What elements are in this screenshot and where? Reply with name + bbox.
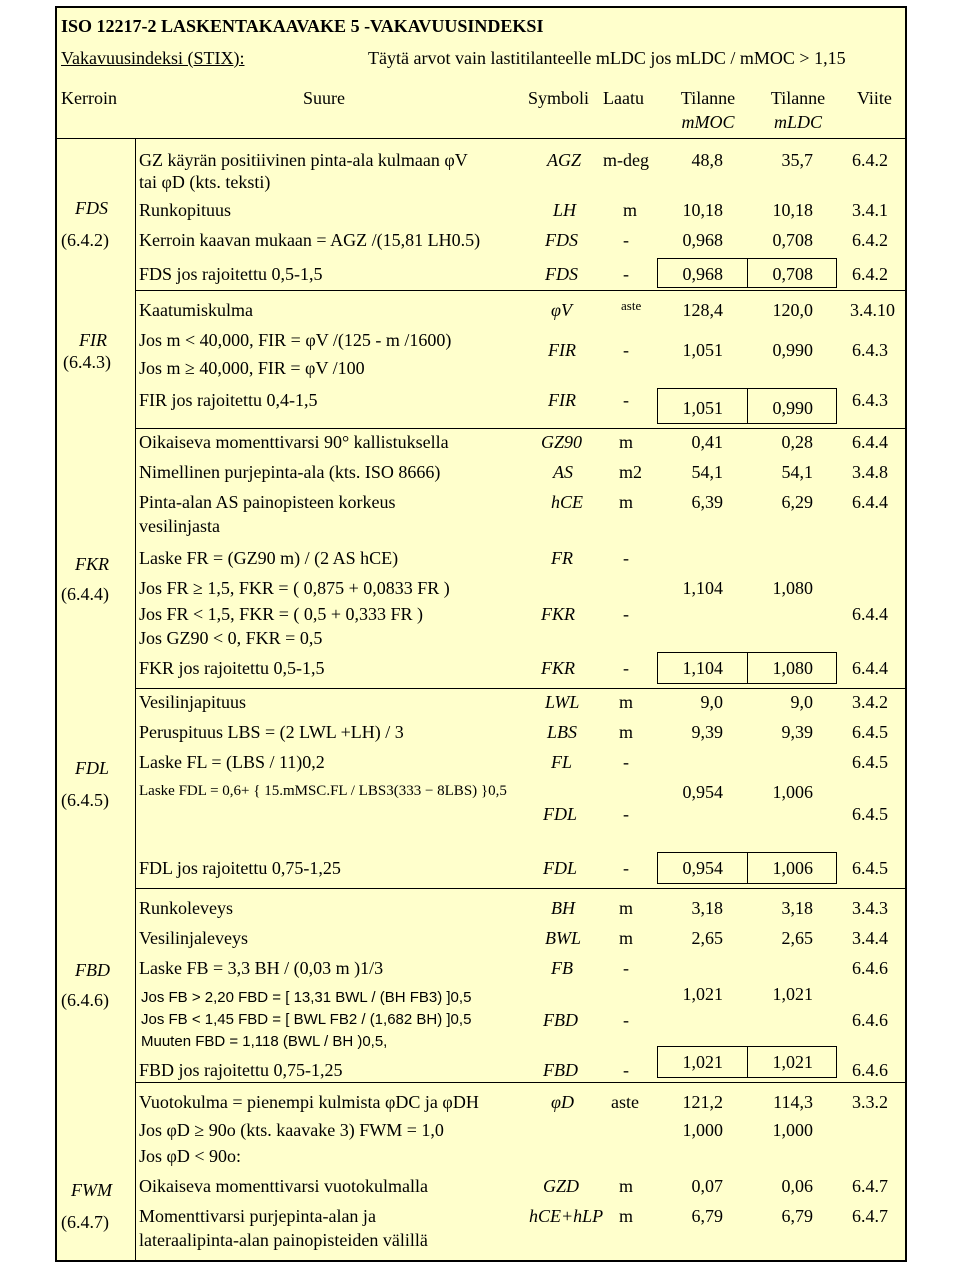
phid-value-ldc[interactable]: 114,3	[773, 1092, 813, 1112]
phiv-symbol: φV	[551, 300, 572, 320]
fdlr-unit: -	[623, 858, 629, 878]
lh-desc: Runkopituus	[139, 200, 232, 220]
fdsr-symbol: FDS	[545, 264, 578, 284]
fr-unit: -	[623, 548, 629, 568]
fwm-desc: Jos φD ≥ 90o (kts. kaavake 3) FWM = 1,0	[139, 1120, 444, 1140]
lh-value-ldc[interactable]: 10,18	[772, 200, 813, 220]
phiv-unit: aste	[621, 298, 642, 313]
as-ref: 3.4.8	[852, 462, 888, 482]
fbd-unit: -	[623, 1010, 629, 1030]
rule-fdl-bottom	[135, 888, 905, 889]
lh-symbol: LH	[553, 200, 577, 220]
fir-symbol: FIR	[548, 340, 576, 360]
fb-desc: Laske FB = 3,3 BH / (0,03 m )1/3	[139, 958, 384, 978]
fr-desc: Laske FR = (GZ90 m) / (2 AS hCE)	[139, 548, 399, 568]
fkr-unit: -	[623, 604, 629, 624]
firr-desc: FIR jos rajoitettu 0,4-1,5	[139, 390, 318, 410]
gzd-ref: 6.4.7	[852, 1176, 888, 1196]
hce-ref: 6.4.4	[852, 492, 888, 512]
rule-header-bottom	[57, 138, 905, 139]
phiv-desc: Kaatumiskulma	[139, 300, 253, 320]
firr-unit: -	[623, 390, 629, 410]
fdlr-value-moc: 0,954	[682, 858, 723, 878]
fl-ref: 6.4.5	[852, 752, 888, 772]
fb-symbol: FB	[551, 958, 573, 978]
fbd-value-moc: 1,021	[682, 984, 723, 1004]
lbs-desc: Peruspituus LBS = (2 LWL +LH) / 3	[139, 722, 404, 742]
fdl-value-ldc: 1,006	[772, 782, 813, 802]
fkr-desc: Jos FR ≥ 1,5, FKR = ( 0,875 + 0,0833 FR )	[139, 578, 450, 598]
fkrr-value-moc: 1,104	[682, 658, 723, 678]
fdl-symbol: FDL	[543, 804, 578, 824]
divider-kerroin	[135, 138, 136, 1260]
lbs-value-moc: 9,39	[691, 722, 723, 742]
fbd-symbol: FBD	[543, 1010, 578, 1030]
as-desc: Nimellinen purjepinta-ala (kts. ISO 8666)	[139, 462, 441, 482]
fkrr-ref: 6.4.4	[852, 658, 888, 678]
lbs-value-ldc: 9,39	[781, 722, 813, 742]
fbdr-ref: 6.4.6	[852, 1060, 888, 1080]
hce-unit: m	[619, 492, 634, 512]
fdlr-desc: FDL jos rajoitettu 0,75-1,25	[139, 858, 341, 878]
fbd-desc: Jos FB > 2,20 FBD = [ 13,31 BWL / (BH FB3) ]0,5	[141, 989, 472, 1006]
header-suure: Suure	[303, 88, 345, 108]
fbdr-unit: -	[623, 1060, 629, 1080]
phid-value-moc[interactable]: 121,2	[682, 1092, 723, 1112]
lwl-value-ldc[interactable]: 9,0	[790, 692, 813, 712]
fds-value-moc: 0,968	[682, 230, 723, 250]
bh-symbol: BH	[551, 898, 575, 918]
header-tilanne-ldc: Tilanne	[770, 88, 826, 108]
section-ref-fir: (6.4.3)	[63, 352, 111, 372]
lh-ref: 3.4.1	[852, 200, 888, 220]
lwl-value-moc[interactable]: 9,0	[700, 692, 723, 712]
fbdr-desc: FBD jos rajoitettu 0,75-1,25	[139, 1060, 343, 1080]
fdsr-ref: 6.4.2	[852, 264, 888, 284]
fds-ref: 6.4.2	[852, 230, 888, 250]
fbdr-value-ldc: 1,021	[772, 1052, 813, 1072]
fds-value-ldc: 0,708	[772, 230, 813, 250]
fds-symbol: FDS	[545, 230, 578, 250]
bwl-ref: 3.4.4	[852, 928, 888, 948]
lh-unit: m	[623, 200, 638, 220]
rule-fkr-bottom	[135, 688, 905, 689]
header-viite: Viite	[857, 88, 892, 108]
phid-symbol: φD	[551, 1092, 574, 1112]
fdsr-unit: -	[623, 264, 629, 284]
agz-ref: 6.4.2	[852, 150, 888, 170]
fkr-desc-3: Jos GZ90 < 0, FKR = 0,5	[139, 628, 323, 648]
header-kerroin: Kerroin	[61, 88, 117, 108]
fdlr-result-divider	[747, 852, 748, 884]
hcelp-value-ldc[interactable]: 6,79	[781, 1206, 813, 1226]
section-ref-fdl: (6.4.5)	[61, 790, 109, 810]
lwl-ref: 3.4.2	[852, 692, 888, 712]
fr-symbol: FR	[551, 548, 573, 568]
bwl-unit: m	[619, 928, 634, 948]
fl-desc: Laske FL = (LBS / 11)0,2	[139, 752, 325, 772]
hcelp-ref: 6.4.7	[852, 1206, 888, 1226]
header-symboli: Symboli	[528, 88, 590, 108]
agz-desc: GZ käyrän positiivinen pinta-ala kulmaan φV	[139, 150, 468, 170]
hce-symbol: hCE	[551, 492, 584, 512]
gzd-value-moc[interactable]: 0,07	[691, 1176, 723, 1196]
fbdr-symbol: FBD	[543, 1060, 578, 1080]
fkrr-value-ldc: 1,080	[772, 658, 813, 678]
agz-value-moc[interactable]: 48,8	[691, 150, 723, 170]
agz-symbol: AGZ	[547, 150, 582, 170]
gzd-symbol: GZD	[543, 1176, 580, 1196]
rule-fbd-bottom	[135, 1082, 905, 1083]
fb-unit: -	[623, 958, 629, 978]
hcelp-desc: Momenttivarsi purjepinta-alan ja	[139, 1206, 376, 1226]
header-tilanne-moc: Tilanne	[680, 88, 736, 108]
stix-worksheet	[55, 6, 907, 1262]
agz-desc-2: tai φD (kts. teksti)	[139, 172, 271, 192]
section-code-fdl: FDL	[75, 758, 110, 778]
fkrr-unit: -	[623, 658, 629, 678]
fdsr-value-ldc: 0,708	[772, 264, 813, 284]
section-code-fkr: FKR	[75, 554, 109, 574]
hcelp-value-moc[interactable]: 6,79	[691, 1206, 723, 1226]
fl-symbol: FL	[551, 752, 573, 772]
bh-value-ldc[interactable]: 3,18	[781, 898, 813, 918]
fir-value-ldc: 0,990	[772, 340, 813, 360]
fir-ref: 6.4.3	[852, 340, 888, 360]
fkr-desc-2: Jos FR < 1,5, FKR = ( 0,5 + 0,333 FR )	[139, 604, 424, 624]
fir-desc-2: Jos m ≥ 40,000, FIR = φV /100	[139, 358, 365, 378]
section-code-fir: FIR	[79, 330, 107, 350]
fir-desc: Jos m < 40,000, FIR = φV /(125 - m /1600)	[139, 330, 452, 350]
fdsr-value-moc: 0,968	[682, 264, 723, 284]
hcelp-unit: m	[619, 1206, 634, 1226]
section-ref-fkr: (6.4.4)	[61, 584, 109, 604]
lbs-ref: 6.4.5	[852, 722, 888, 742]
fkrr-symbol: FKR	[541, 658, 575, 678]
bwl-symbol: BWL	[545, 928, 581, 948]
gzd-unit: m	[619, 1176, 634, 1196]
section-code-fwm: FWM	[71, 1180, 112, 1200]
fir-value-moc: 1,051	[682, 340, 723, 360]
fb-ref: 6.4.6	[852, 958, 888, 978]
header-laatu: Laatu	[603, 88, 644, 108]
fkr-value-ldc: 1,080	[772, 578, 813, 598]
lbs-symbol: LBS	[547, 722, 578, 742]
fdsr-desc: FDS jos rajoitettu 0,5-1,5	[139, 264, 323, 284]
fwm-value-moc: 1,000	[682, 1120, 723, 1140]
fdlr-symbol: FDL	[543, 858, 578, 878]
phiv-value-ldc[interactable]: 120,0	[772, 300, 813, 320]
section-code-fbd: FBD	[75, 960, 110, 980]
fds-desc: Kerroin kaavan mukaan = AGZ /(15,81 LH0.5)	[139, 230, 481, 250]
fdl-desc: Laske FDL = 0,6+ { 15.mMSC.FL / LBS3(333 − 8LBS) }0,5	[139, 783, 507, 799]
phid-desc: Vuotokulma = pienempi kulmista φDC ja φDH	[139, 1092, 479, 1112]
phid-unit: aste	[611, 1092, 639, 1112]
fkr-value-moc: 1,104	[682, 578, 723, 598]
fdsr-result-divider	[747, 258, 748, 288]
bwl-desc: Vesilinjaleveys	[139, 928, 248, 948]
bh-value-moc[interactable]: 3,18	[691, 898, 723, 918]
fkr-symbol: FKR	[541, 604, 575, 624]
document-title: ISO 12217-2 LASKENTAKAAVAKE 5 -VAKAVUUSINDEKSI	[61, 16, 544, 36]
gz90-value-ldc[interactable]: 0,28	[781, 432, 813, 452]
bwl-value-ldc[interactable]: 2,65	[781, 928, 813, 948]
hce-desc-2: vesilinjasta	[139, 516, 220, 536]
gz90-symbol: GZ90	[541, 432, 583, 452]
hce-value-moc[interactable]: 6,39	[691, 492, 723, 512]
firr-symbol: FIR	[548, 390, 576, 410]
gzd-value-ldc[interactable]: 0,06	[781, 1176, 813, 1196]
fbd-desc-2: Jos FB < 1,45 FBD = [ BWL FB2 / (1,682 BH) ]0,5	[141, 1011, 472, 1028]
hcelp-desc-2: lateraalipinta-alan painopisteiden välillä	[139, 1230, 428, 1250]
gz90-value-moc[interactable]: 0,41	[691, 432, 723, 452]
as-value-ldc[interactable]: 54,1	[781, 462, 813, 482]
as-value-moc[interactable]: 54,1	[691, 462, 723, 482]
bh-desc: Runkoleveys	[139, 898, 233, 918]
fdl-unit: -	[623, 804, 629, 824]
fwm-value-ldc: 1,000	[772, 1120, 813, 1140]
firr-value-moc: 1,051	[682, 398, 723, 418]
section-ref-fbd: (6.4.6)	[61, 990, 109, 1010]
fbd-value-ldc: 1,021	[772, 984, 813, 1004]
section-ref-fwm: (6.4.7)	[61, 1212, 109, 1232]
phiv-ref: 3.4.10	[850, 300, 895, 320]
bwl-value-moc[interactable]: 2,65	[691, 928, 723, 948]
rule-fds-bottom	[135, 290, 905, 291]
firr-value-ldc: 0,990	[772, 398, 813, 418]
lh-value-moc[interactable]: 10,18	[682, 200, 723, 220]
as-unit: m2	[619, 462, 643, 482]
phid-ref: 3.3.2	[852, 1092, 888, 1112]
bh-ref: 3.4.3	[852, 898, 888, 918]
fwm-desc-2: Jos φD < 90o:	[139, 1146, 242, 1166]
header-tilanne-moc-sub: mMOC	[681, 112, 735, 132]
lwl-symbol: LWL	[545, 692, 580, 712]
section-code-fds: FDS	[75, 198, 108, 218]
instruction-text-line: Täytä arvot vain lastitilanteelle mLDC jos mLDC / mMOC > 1,15	[368, 48, 846, 68]
fbd-ref: 6.4.6	[852, 1010, 888, 1030]
fbdr-value-moc: 1,021	[682, 1052, 723, 1072]
gz90-ref: 6.4.4	[852, 432, 888, 452]
fkrr-desc: FKR jos rajoitettu 0,5-1,5	[139, 658, 325, 678]
firr-ref: 6.4.3	[852, 390, 888, 410]
fir-unit: -	[623, 340, 629, 360]
fdlr-ref: 6.4.5	[852, 858, 888, 878]
fkrr-result-divider	[747, 652, 748, 684]
fl-unit: -	[623, 752, 629, 772]
hcelp-symbol: hCE+hLP	[529, 1206, 604, 1226]
fkr-ref: 6.4.4	[852, 604, 888, 624]
gzd-desc: Oikaiseva momenttivarsi vuotokulmalla	[139, 1176, 428, 1196]
hce-desc: Pinta-alan AS painopisteen korkeus	[139, 492, 396, 512]
fdl-ref: 6.4.5	[852, 804, 888, 824]
agz-value-ldc[interactable]: 35,7	[781, 150, 813, 170]
document-subtitle: Vakavuusindeksi (STIX):	[61, 48, 245, 68]
hce-value-ldc[interactable]: 6,29	[781, 492, 813, 512]
lwl-desc: Vesilinjapituus	[139, 692, 246, 712]
phiv-value-moc[interactable]: 128,4	[682, 300, 723, 320]
fds-unit: -	[623, 230, 629, 250]
fbd-desc-3: Muuten FBD = 1,118 (BWL / BH )0,5,	[141, 1033, 388, 1050]
fdl-value-moc: 0,954	[682, 782, 723, 802]
fbdr-result-divider	[747, 1046, 748, 1078]
fdlr-value-ldc: 1,006	[772, 858, 813, 878]
agz-unit: m-deg	[603, 150, 649, 170]
header-tilanne-ldc-sub: mLDC	[773, 112, 822, 132]
lwl-unit: m	[619, 692, 634, 712]
rule-fir-bottom	[135, 428, 905, 429]
as-symbol: AS	[553, 462, 573, 482]
bh-unit: m	[619, 898, 634, 918]
section-ref-fds: (6.4.2)	[61, 230, 109, 250]
gz90-unit: m	[619, 432, 634, 452]
instruction-text	[368, 48, 846, 68]
lbs-unit: m	[619, 722, 634, 742]
firr-result-divider	[747, 388, 748, 424]
gz90-desc: Oikaiseva momenttivarsi 90° kallistuksella	[139, 432, 449, 452]
